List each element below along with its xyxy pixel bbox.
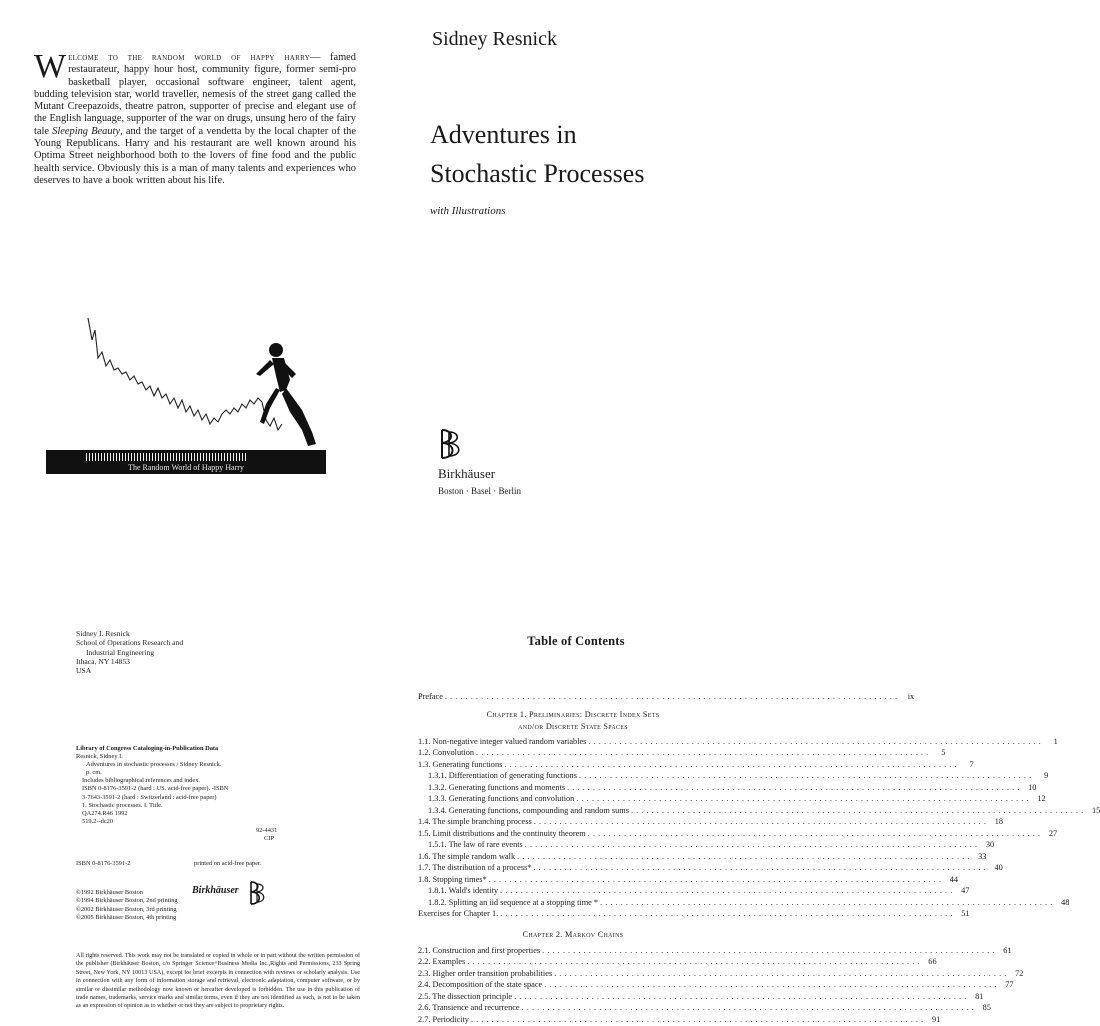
cip-data-block [76, 745, 286, 826]
toc-leader: ........................................................................................ [467, 957, 922, 966]
address-line: Ithaca, NY 14853 [76, 657, 183, 666]
toc-entry-label: 2.6. Transience and recurrence [418, 1003, 520, 1012]
toc-entry [418, 806, 728, 818]
title-page-panel [384, 0, 768, 512]
toc-leader: ........................................................................................ [471, 1015, 926, 1024]
toc-entry-label: 1.4. The simple branching process [418, 817, 532, 826]
toc-entry-label: 2.3. Higher order transition probabilities [418, 969, 552, 978]
cip-tag: CIP [256, 835, 277, 843]
printing-line: ©1994 Birkhäuser Boston, 2nd printing [76, 897, 178, 905]
toc-entry [418, 840, 728, 852]
toc-leader: ........................................................................................ [489, 875, 944, 884]
toc-leader: ........................................................................................ [588, 737, 1043, 746]
toc-entry-page: 81 [971, 992, 983, 1001]
toc-entry-page: 77 [1002, 980, 1014, 989]
toc-entry-label: 1.5. Limit distributions and the continuity theorem [418, 829, 586, 838]
author-name: Sidney Resnick [432, 28, 557, 51]
toc-entry-page: 85 [979, 1003, 991, 1012]
toc-entry-label: 2.4. Decomposition of the state space [418, 980, 542, 989]
toc-entry-page: 51 [958, 909, 970, 918]
cip-number: 92-4431 [256, 827, 277, 835]
publisher-cities: Boston · Basel · Berlin [438, 486, 521, 496]
book-subtitle: with Illustrations [430, 205, 506, 217]
toc-entry-label: 1.3. Generating functions [418, 760, 502, 769]
banner-caption: The Random World of Happy Harry [46, 463, 326, 472]
rights-notice: All rights reserved. This work may not be translated or copied in whole or in part without the written permission of the publisher (Birkhäuser Boston, c/o Springer Science+Business Media Inc.,Rights and Permissions, 233 Spring Street, New York, NY 10013 USA), except for brief excerpts in connection with reviews or scholarly analysis. Use in connection with any form of information storage and retrieval, electronic adaptation, computer software, or by similar or dissimilar methodology now known or hereafter developed is forbidden. The use in this publication of trade names, trademarks, service marks and similar terms, even if they are not identified as such, is not to be taken as an expression of opinion as to whether or not they are subject to proprietary rights. [76, 952, 360, 1011]
toc-entry [418, 737, 728, 749]
toc-entry-label: 1.1. Non-negative integer valued random variables [418, 737, 586, 746]
toc-leader: ........................................................................................ [525, 840, 980, 849]
blurb-italic: Sleeping Beauty [52, 126, 120, 137]
cip-line: 1. Stochastic processes. I. Title. [76, 802, 286, 810]
blurb-lead: elcome to the random world of happy harry— [68, 52, 321, 63]
chapter-1-heading-line: and/or Discrete State Spaces [418, 721, 728, 733]
toc-entry-label: 1.8. Stopping times* [418, 875, 487, 884]
toc-entry-label: 2.5. The dissection principle [418, 992, 512, 1001]
toc-entry-label: 1.7. The distribution of a process* [418, 863, 531, 872]
toc-entry-label: 2.7. Periodicity [418, 1015, 469, 1024]
chapter-1-heading-line: Chapter 1. Preliminaries: Discrete Index Sets [418, 709, 728, 721]
toc-entry [418, 909, 728, 921]
toc-leader: ........................................................................................ [542, 946, 997, 955]
toc-entry-page: 10 [1024, 783, 1036, 792]
printing-line: ©2002 Birkhäuser Boston, 3rd printing [76, 906, 178, 914]
toc-entry-label: Exercises for Chapter 1. [418, 909, 498, 918]
toc-entry-page: 33 [974, 852, 986, 861]
blurb-paragraph [34, 52, 356, 187]
cip-line: Adventures in stochastic processes / Sidney Resnick. [76, 761, 286, 769]
cip-line: QA274.R46 1992 [76, 810, 286, 818]
caption-banner [46, 450, 326, 474]
toc-leader: ........................................................................................ [476, 748, 931, 757]
toc-entry [418, 852, 728, 864]
toc-entry-label: 1.3.2. Generating functions and moments [418, 783, 565, 792]
toc-entry [418, 969, 728, 981]
toc-leader: ........................................................................................ [544, 980, 999, 989]
toc-entry-page: 91 [928, 1015, 940, 1024]
printing-line: ©1992 Birkhäuser Boston [76, 889, 178, 897]
cip-line: p. cm. [76, 769, 286, 777]
toc-entry-page: 44 [946, 875, 958, 884]
toc-entry [418, 783, 728, 795]
toc-entry-label: 1.3.4. Generating functions, compounding and random sums [418, 806, 629, 815]
toc-leader: ........................................................................................ [522, 1003, 977, 1012]
chapter-2-heading: Chapter 2. Markov Chains [418, 929, 728, 941]
toc-entry-page: 40 [991, 863, 1003, 872]
toc-entry-page: 47 [957, 886, 969, 895]
toc-entry-label: Preface [418, 692, 443, 701]
toc-entry [418, 1003, 728, 1015]
toc-leader: ........................................................................................ [567, 783, 1022, 792]
toc-entry [418, 794, 728, 806]
blurb-tail: , and the target of a vendetta by the local chapter of the Young Republicans. Harry and his restaurant are well known around his Optima Street neighborhood both to the lovers of fine food and the public health service. Obviously this is a man of many talents and experiences who deserves to have a book written about his life. [34, 126, 356, 186]
printing-history [76, 889, 178, 922]
toc-leader: ........................................................................................ [533, 863, 988, 872]
toc-entry-page: 61 [999, 946, 1011, 955]
toc-leader: ........................................................................................ [554, 969, 1009, 978]
address-line: Sidney I. Resnick [76, 629, 183, 638]
toc-entry-label: 1.6. The simple random walk [418, 852, 515, 861]
toc-leader: ........................................................................................ [588, 829, 1043, 838]
toc-entry-label: 2.2. Examples [418, 957, 465, 966]
toc-entry-page: 72 [1011, 969, 1023, 978]
author-address [76, 629, 183, 675]
isbn-row [76, 860, 316, 867]
chapter-2-entries [418, 946, 728, 1026]
toc-page-panel [384, 512, 768, 1024]
random-walk-illustration [40, 300, 340, 460]
cip-line: Includes bibliographical references and index. [76, 777, 286, 785]
toc-entry-preface [418, 692, 728, 704]
cip-heading: Library of Congress Cataloging-in-Publication Data [76, 745, 286, 753]
toc-entry-label: 1.8.2. Splitting an iid sequence at a stopping time * [418, 898, 598, 907]
toc-entry [418, 946, 728, 958]
address-line: Industrial Engineering [76, 648, 183, 657]
toc-entry-page: 5 [933, 748, 945, 757]
toc-entry-page: ix [902, 692, 914, 701]
address-line: School of Operations Research and [76, 638, 183, 647]
toc-entry-page: 15 [1088, 806, 1100, 815]
cip-number-block [256, 827, 277, 843]
toc-entry-page: 27 [1045, 829, 1057, 838]
toc-title: Table of Contents [384, 634, 768, 649]
printing-line: ©2005 Birkhäuser Boston, 4th printing [76, 914, 178, 922]
toc-entry [418, 957, 728, 969]
toc-entry-page: 12 [1034, 794, 1046, 803]
isbn: ISBN 0-8176-3591-2 [76, 860, 131, 867]
toc-entry-label: 1.3.3. Generating functions and convolution [418, 794, 574, 803]
toc-entry-page: 1 [1046, 737, 1058, 746]
toc-entry [418, 748, 728, 760]
chapter-1-heading [418, 709, 728, 733]
toc-leader: ........................................................................................ [631, 806, 1086, 815]
toc-leader: ........................................................................................ [504, 760, 959, 769]
publisher-logo-word: Birkhäuser [192, 885, 239, 896]
toc-entry-label: 1.8.1. Wald's identity [418, 886, 498, 895]
toc-entry [418, 817, 728, 829]
toc-leader: ........................................................................................ [534, 817, 989, 826]
toc-entry [418, 875, 728, 887]
book-title [430, 115, 644, 193]
publisher-logo-icon [438, 428, 464, 460]
toc-leader: ........................................................................................ [500, 909, 955, 918]
toc-entry-page: 30 [982, 840, 994, 849]
title-line-2: Stochastic Processes [430, 154, 644, 193]
cip-line: 519.2--dc20 [76, 818, 286, 826]
toc-entry-page: 18 [991, 817, 1003, 826]
toc-entry [418, 886, 728, 898]
toc-leader: ........................................................................................ [514, 992, 969, 1001]
acid-free-note: printed on acid-free paper. [194, 860, 261, 867]
back-cover-panel [0, 0, 384, 512]
blurb-body: famed restaurateur, happy hour host, community figure, former semi-pro basketball player, occasional software engineer, talent agent, budding television star, world traveller, nemesis of the street gang called the Mutant Creepazoids, theatre patron, supporter of precise and elegant use of the English language, supporter of the war on drugs, unsung hero of the fairy tale [34, 52, 356, 137]
toc-entry [418, 863, 728, 875]
title-line-1: Adventures in [430, 115, 644, 154]
cip-line: ISBN 0-8176-3591-2 (hard : US. acid-free paper). -ISBN [76, 785, 286, 793]
toc-leader: ........................................................................................ [500, 886, 955, 895]
toc-entry [418, 980, 728, 992]
chapter-1-entries [418, 737, 728, 921]
toc-entry-label: 1.5.1. The law of rare events [418, 840, 523, 849]
toc-entry [418, 829, 728, 841]
banner-stripes [86, 453, 246, 461]
toc-entry [418, 760, 728, 772]
publisher-mark-icon [248, 880, 268, 906]
toc-list [418, 692, 728, 1026]
toc-entry-page: 66 [925, 957, 937, 966]
toc-entry [418, 771, 728, 783]
toc-entry-label: 1.2. Convolution [418, 748, 474, 757]
drop-cap: W [34, 54, 66, 80]
toc-leader: ........................................................................................ [579, 771, 1034, 780]
toc-entry [418, 898, 728, 910]
address-line: USA [76, 666, 183, 675]
toc-leader: ........................................................................................ [576, 794, 1031, 803]
copyright-page-panel [0, 512, 384, 1024]
toc-leader: ........................................................................................ [445, 692, 900, 701]
toc-leader: ........................................................................................ [517, 852, 972, 861]
cip-line: 3-7643-3591-2 (hard : Switzerland : acid-free paper) [76, 794, 286, 802]
toc-entry-label: 1.3.1. Differentiation of generating functions [418, 771, 577, 780]
toc-leader: ........................................................................................ [600, 898, 1055, 907]
random-walk-path [88, 318, 282, 430]
toc-entry-page: 9 [1036, 771, 1048, 780]
toc-entry-page: 48 [1057, 898, 1069, 907]
toc-entry [418, 1015, 728, 1026]
cip-line: Resnick, Sidney I. [76, 753, 286, 761]
runner-icon [256, 343, 316, 446]
toc-entry-page: 7 [962, 760, 974, 769]
publisher-name: Birkhäuser [438, 466, 495, 482]
toc-entry-label: 2.1. Construction and first properties [418, 946, 540, 955]
toc-entry [418, 992, 728, 1004]
